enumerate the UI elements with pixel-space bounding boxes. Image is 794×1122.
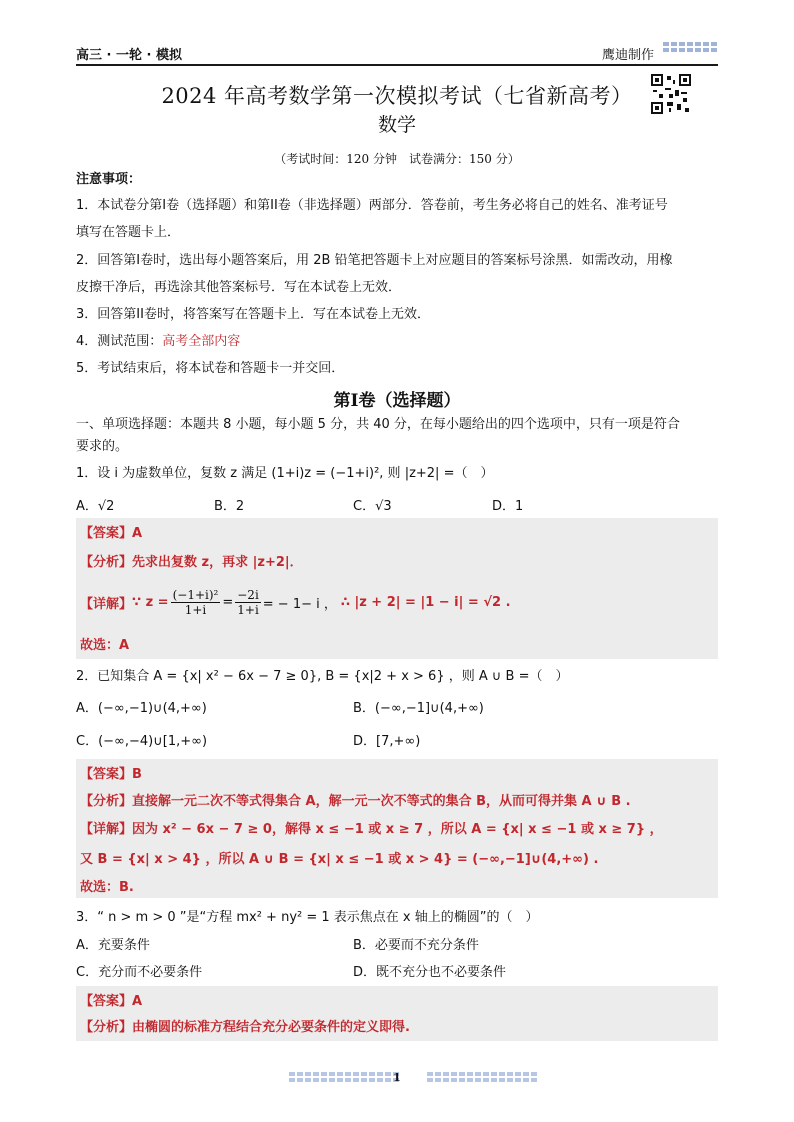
q3-stem: 3．“ n > m > 0 ”是“方程 mx² + ny² = 1 表示焦点在 x 轴上的椭圆”的（ ） <box>76 910 539 925</box>
q1-option-b: B．2 <box>214 499 245 514</box>
q2-option-c: C．(−∞,−4)∪[1,+∞) <box>76 734 208 749</box>
header-left-label: 高三 · 一轮 · 模拟 <box>76 48 182 63</box>
q2-choose: 故选：B. <box>80 880 134 895</box>
q3-option-d: D．既不充分也不必要条件 <box>353 965 507 980</box>
q3-option-b: B．必要而不充分条件 <box>353 938 479 953</box>
q1-analysis-text: 先求出复数 z，再求 |z+2|． <box>132 555 303 570</box>
q3-option-a: A．充要条件 <box>76 938 150 953</box>
page-subtitle: 数学 <box>377 114 416 136</box>
notice-item-5: 5．考试结束后，将本试卷和答题卡一并交回． <box>76 361 345 376</box>
section-intro-a: 一、单项选择题：本题共 8 小题，每小题 5 分，共 40 分，在每小题给出的四个选项中，只有一项是符合 <box>76 417 680 432</box>
q1-detail-post: = − 1− i ， <box>262 597 337 612</box>
q2-option-d: D．[7,+∞) <box>353 734 421 749</box>
notice-item-2a: 2．回答第I卷时，选出每小题答案后，用 2B 铅笔把答题卡上对应题目的答案标号涂黑．如需改动，用橡 <box>76 253 673 268</box>
notice-item-4 <box>76 330 240 349</box>
header-decoration <box>663 42 719 52</box>
q1-fraction-1: $\frac{\text{(−1+i)²}}{1+i}$ <box>172 588 219 617</box>
q1-analysis-label: 【分析】 <box>80 555 133 570</box>
q2-detail: 【详解】因为 x² − 6x − 7 ≥ 0，解得 x ≤ −1 或 x ≥ 7 ，所以 A = {x| x ≤ −1 或 x ≥ 7} ， <box>80 822 663 837</box>
q2-detail-2: 又 B = {x| x > 4} ，所以 A ∪ B = {x| x ≤ −1 或 x > 4} = (−∞,−1]∪(4,+∞) . <box>80 852 599 867</box>
notice-item-1a: 1．本试卷分第I卷（选择题）和第II卷（非选择题）两部分．答卷前，考生务必将自己的姓名、准考证号 <box>76 198 668 213</box>
header-right-label: 鹰迪制作 <box>602 48 655 63</box>
q1-option-c: C．√3 <box>353 499 392 514</box>
page-number: 1 <box>393 1071 401 1084</box>
notice-item-4-value: 高考全部内容 <box>162 334 241 349</box>
q1-answer: 【答案】A <box>80 526 143 541</box>
notice-item-3: 3．回答第II卷时，将答案写在答题卡上．写在本试卷上无效． <box>76 307 430 322</box>
q1-option-a: A．√2 <box>76 499 115 514</box>
notice-item-1b: 填写在答题卡上． <box>76 225 181 240</box>
section-title: 第I卷（选择题） <box>333 391 461 411</box>
q2-option-b: B．(−∞,−1]∪(4,+∞) <box>353 701 484 716</box>
exam-info: （考试时间：120 分钟 试卷满分：150 分） <box>274 152 520 166</box>
q1-detail-tail: ∴ |z + 2| = |1 − i| = √2 . <box>340 595 511 610</box>
q1-fraction-2: $\frac{-2i}{1+i}$ <box>237 588 259 617</box>
header-rule <box>76 64 718 66</box>
q1-analysis <box>80 551 303 570</box>
q1-detail-pre: ∵ z = <box>132 595 169 610</box>
q1-detail: 【详解】 ∵ z = $\frac{\text{(−1+i)²}}{1+i}$ = $\frac{-2i}{1+i}$ = − 1− i ， ∴ |z + 2| = |1 − i| = √2 . <box>80 588 511 617</box>
q2-analysis: 【分析】直接解一元二次不等式得集合 A，解一元一次不等式的集合 B，从而可得并集 A ∪ B . <box>80 794 631 809</box>
q1-option-d: D．1 <box>492 499 524 514</box>
q2-stem: 2．已知集合 A = {x| x² − 6x − 7 ≥ 0}, B = {x|2 + x > 6} ，则 A ∪ B =（ ） <box>76 669 569 684</box>
notice-item-2b: 皮擦干净后，再选涂其他答案标号．写在本试卷上无效． <box>76 280 402 295</box>
footer-decoration-right <box>427 1072 537 1082</box>
q2-option-a: A．(−∞,−1)∪(4,+∞) <box>76 701 207 716</box>
section-intro-b: 要求的。 <box>76 439 129 454</box>
q3-option-c: C．充分而不必要条件 <box>76 965 203 980</box>
page-title: 2024 年高考数学第一次模拟考试（七省新高考） <box>161 84 633 108</box>
q1-choose: 故选：A <box>80 638 130 653</box>
q3-answer: 【答案】A <box>80 994 143 1009</box>
notice-heading: 注意事项： <box>76 172 142 187</box>
q2-answer: 【答案】B <box>80 767 142 782</box>
q1-stem: 1．设 i 为虚数单位，复数 z 满足 (1+i)z = (−1+i)², 则 |z+2| =（ ） <box>76 466 494 481</box>
q3-analysis: 【分析】由椭圆的标准方程结合充分必要条件的定义即得. <box>80 1020 410 1035</box>
notice-item-4-label: 4．测试范围： <box>76 334 163 349</box>
q1-detail-label: 【详解】 <box>80 597 133 612</box>
